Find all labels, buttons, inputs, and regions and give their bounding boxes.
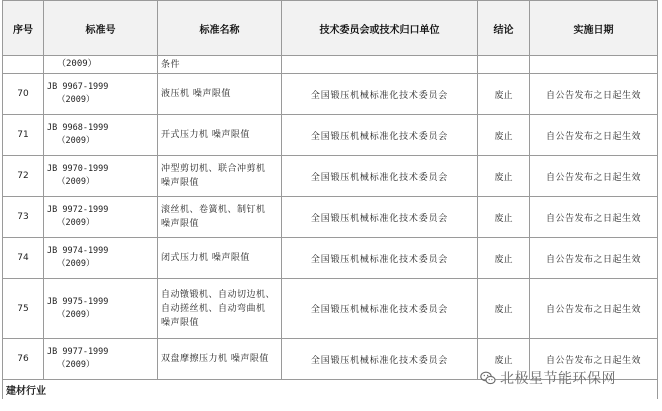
code-text: JB 9970-1999 <box>47 164 109 174</box>
cell-date: 自公告发布之日起生效 <box>530 197 658 238</box>
cell-date: 自公告发布之日起生效 <box>530 156 658 197</box>
code-text: JB 9967-1999 <box>47 82 109 92</box>
cell-code <box>44 339 158 380</box>
cell-unit: 全国锻压机械标准化技术委员会 <box>282 156 478 197</box>
cell-code <box>44 74 158 115</box>
cell-name: 冲型剪切机、联合冲剪机 噪声限值 <box>158 156 282 197</box>
cell-name: 液压机 噪声限值 <box>158 74 282 115</box>
cell-num: 70 <box>3 74 44 115</box>
header-result: 结论 <box>478 1 530 56</box>
code-text: JB 9968-1999 <box>47 123 109 133</box>
cell-result: 废止 <box>478 197 530 238</box>
header-name: 标准名称 <box>158 1 282 56</box>
cell-date: 自公告发布之日起生效 <box>530 279 658 339</box>
cell-num: 76 <box>3 339 44 380</box>
cell-num: 73 <box>3 197 44 238</box>
header-row <box>3 1 658 56</box>
cell-unit: 全国锻压机械标准化技术委员会 <box>282 197 478 238</box>
cell-date: 自公告发布之日起生效 <box>530 339 658 380</box>
cell-code <box>44 156 158 197</box>
wechat-icon <box>480 370 496 386</box>
cell-code <box>44 238 158 279</box>
cell-code <box>44 279 158 339</box>
cell-code <box>44 197 158 238</box>
cell-date <box>530 56 658 74</box>
code-year: （2009） <box>57 360 95 370</box>
cell-num: 75 <box>3 279 44 339</box>
code-year: （2009） <box>57 136 95 146</box>
code-year: （2009） <box>57 218 95 228</box>
cell-name: 条件 <box>158 56 282 74</box>
code-year: （2009） <box>57 309 95 320</box>
cell-num: 72 <box>3 156 44 197</box>
code-text: JB 9975-1999 <box>47 296 109 307</box>
cell-num: 71 <box>3 115 44 156</box>
table-row <box>3 115 658 156</box>
code-year: （2009） <box>57 95 95 105</box>
cell-unit: 全国锻压机械标准化技术委员会 <box>282 115 478 156</box>
cell-result: 废止 <box>478 156 530 197</box>
section-title: 建材行业 <box>3 380 658 400</box>
continuation-row <box>3 56 658 74</box>
code-text: JB 9977-1999 <box>47 347 109 357</box>
header-num: 序号 <box>3 1 44 56</box>
table-row <box>3 238 658 279</box>
cell-unit: 全国锻压机械标准化技术委员会 <box>282 339 478 380</box>
cell-result: 废止 <box>478 74 530 115</box>
code-year: （2009） <box>57 259 95 269</box>
code-text: JB 9974-1999 <box>47 246 109 256</box>
table-row <box>3 197 658 238</box>
table-row <box>3 74 658 115</box>
cell-name: 双盘摩擦压力机 噪声限值 <box>158 339 282 380</box>
cell-unit: 全国锻压机械标准化技术委员会 <box>282 74 478 115</box>
header-unit: 技术委员会或技术归口单位 <box>282 1 478 56</box>
watermark-text: 北极星节能环保网 <box>500 371 616 387</box>
cell-name: 自动镦锻机、自动切边机、自动搓丝机、自动弯曲机 噪声限值 <box>158 279 282 339</box>
header-date: 实施日期 <box>530 1 658 56</box>
code-year: （2009） <box>57 59 97 69</box>
cell-result: 废止 <box>478 279 530 339</box>
code-year: （2009） <box>57 177 95 187</box>
cell-code <box>44 115 158 156</box>
cell-date: 自公告发布之日起生效 <box>530 74 658 115</box>
watermark <box>480 368 616 388</box>
cell-result <box>478 56 530 74</box>
table-row <box>3 279 658 339</box>
cell-name: 滚丝机、卷簧机、制钉机 噪声限值 <box>158 197 282 238</box>
cell-name: 闭式压力机 噪声限值 <box>158 238 282 279</box>
cell-unit: 全国锻压机械标准化技术委员会 <box>282 279 478 339</box>
cell-result: 废止 <box>478 115 530 156</box>
cell-unit: 全国锻压机械标准化技术委员会 <box>282 238 478 279</box>
cell-code <box>44 56 158 74</box>
cell-num <box>3 56 44 74</box>
cell-date: 自公告发布之日起生效 <box>530 238 658 279</box>
cell-unit <box>282 56 478 74</box>
table-row <box>3 156 658 197</box>
cell-date: 自公告发布之日起生效 <box>530 115 658 156</box>
standards-table <box>2 0 658 399</box>
cell-name: 开式压力机 噪声限值 <box>158 115 282 156</box>
cell-result: 废止 <box>478 238 530 279</box>
cell-result: 废止 <box>478 339 530 380</box>
code-text: JB 9972-1999 <box>47 205 109 215</box>
cell-num: 74 <box>3 238 44 279</box>
header-code: 标准号 <box>44 1 158 56</box>
